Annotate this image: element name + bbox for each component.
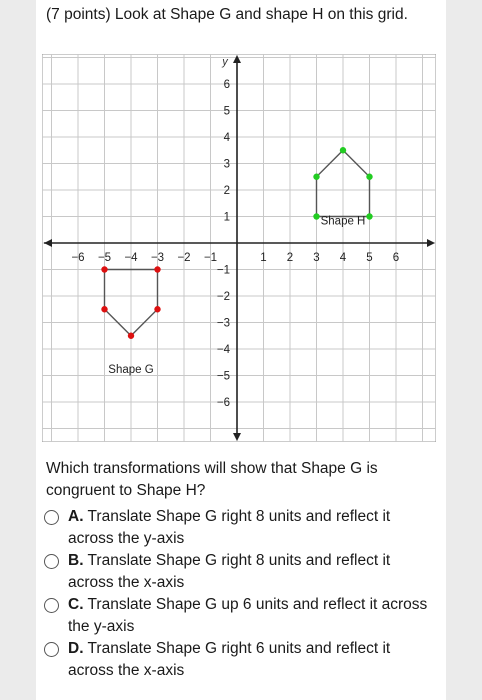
option-letter: B.	[68, 552, 84, 569]
radio-button[interactable]	[44, 510, 59, 525]
vertex-point	[101, 266, 107, 272]
vertex-point	[313, 213, 319, 219]
option-text: Translate Shape G right 8 units and reflect it across the y-axis	[68, 508, 391, 547]
vertex-point	[154, 306, 160, 312]
x-tick-label: 5	[366, 252, 373, 264]
y-tick-label: 3	[223, 158, 230, 171]
y-axis-label: y	[222, 56, 228, 68]
vertex-point	[101, 306, 107, 312]
y-tick-label: 5	[223, 105, 230, 118]
option-text: Translate Shape G up 6 units and reflect it across the y-axis	[68, 596, 428, 635]
x-tick-label: −3	[150, 252, 165, 264]
radio-button[interactable]	[44, 598, 59, 613]
grid-frame	[42, 54, 436, 442]
y-tick-label: 6	[223, 79, 230, 91]
y-tick-label: 1	[223, 211, 230, 224]
option-letter: C.	[68, 596, 84, 613]
y-tick-label: −2	[216, 291, 230, 303]
x-tick-label: −1	[203, 252, 218, 264]
vertex-point	[128, 333, 134, 339]
option-text: Translate Shape G right 8 units and reflect it across the x-axis	[68, 552, 391, 591]
question-card	[36, 0, 446, 700]
x-tick-label: −6	[71, 252, 85, 264]
x-tick-label: −2	[177, 252, 191, 264]
x-tick-label: 4	[339, 252, 347, 264]
y-tick-label: −6	[216, 397, 230, 409]
vertex-point	[366, 174, 372, 180]
y-tick-label: 4	[223, 132, 230, 144]
y-tick-label: 2	[223, 185, 230, 197]
coordinate-grid-svg	[42, 54, 436, 442]
option-text: Translate Shape G right 6 units and reflect it across the x-axis	[68, 640, 391, 679]
x-tick-label: 6	[392, 252, 400, 264]
option-letter: D.	[68, 640, 84, 657]
y-tick-label: −3	[216, 317, 230, 330]
radio-button[interactable]	[44, 642, 59, 657]
vertex-point	[154, 266, 160, 272]
y-tick-label: −4	[216, 344, 230, 356]
shape-h-label: Shape H	[320, 215, 366, 228]
x-tick-label: 2	[286, 252, 294, 264]
x-tick-label: −4	[124, 252, 138, 264]
shape-g-label: Shape G	[108, 363, 154, 376]
question-text: Which transformations will show that Shape G is congruent to Shape H?	[46, 460, 378, 499]
radio-button[interactable]	[44, 554, 59, 569]
x-tick-label: 1	[260, 252, 267, 264]
vertex-point	[313, 174, 319, 180]
vertex-point	[340, 147, 346, 153]
coordinate-grid	[42, 54, 436, 447]
vertex-point	[366, 213, 372, 219]
x-tick-label: 3	[313, 252, 320, 264]
prompt-text: (7 points) Look at Shape G and shape H on this grid.	[46, 6, 408, 23]
option-letter: A.	[68, 508, 84, 525]
y-tick-label: −5	[216, 370, 230, 383]
x-tick-label: −5	[97, 252, 112, 264]
y-tick-label: −1	[216, 264, 230, 277]
